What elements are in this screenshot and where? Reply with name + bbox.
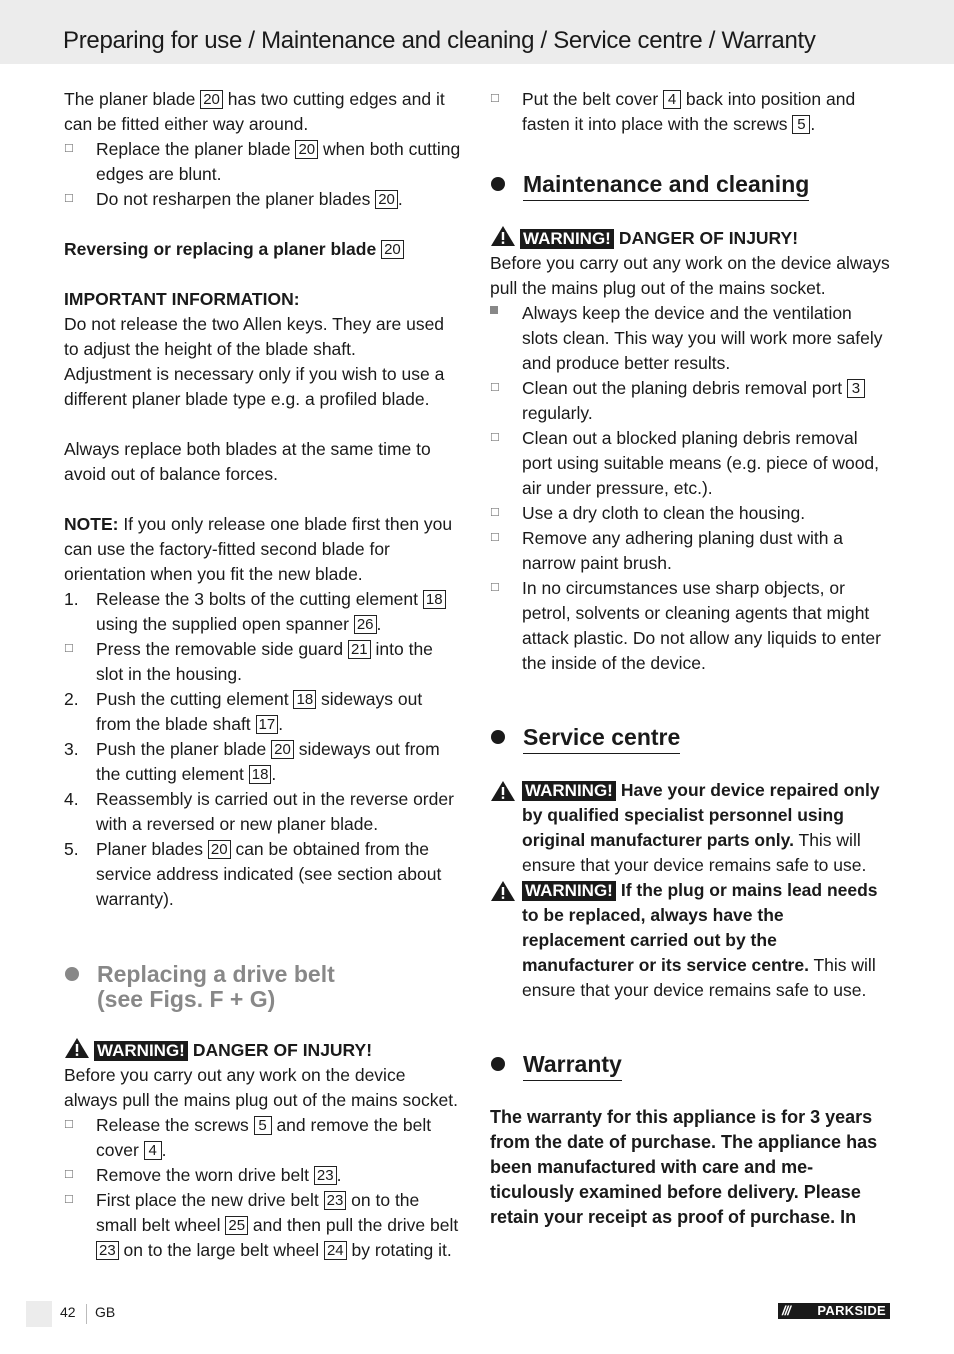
right-column: [490, 87, 890, 1230]
warning-label: WARNING!: [522, 881, 616, 901]
list-item: ☐ Use a dry cloth to clean the housing.: [490, 501, 890, 526]
bullet-icon: ☐: [64, 193, 74, 205]
warning-line: WARNING! DANGER OF INJURY!: [490, 225, 890, 251]
page-title: Preparing for use / Maintenance and cleaning / Service centre / Warranty: [63, 27, 816, 54]
parkside-logo: /// PARKSIDE: [778, 1303, 890, 1319]
bullet-icon: ☐: [64, 1169, 74, 1181]
step-item: 5. Planer blades 20 can be obtained from the service address indicated (see section about warranty).: [64, 839, 442, 909]
warning-label: WARNING!: [522, 781, 616, 801]
bullet-icon: ☐: [490, 532, 500, 544]
paragraph: Always replace both blades at the same time to avoid out of balance forces.: [64, 439, 431, 484]
list-item: ☐ First place the new drive belt 23 on to the small belt wheel 25 and then pull the drive belt 23 on to the large belt wheel 24 by rotating it.: [64, 1190, 459, 1260]
footer-divider: [86, 1304, 87, 1324]
footer-marker: [26, 1301, 52, 1327]
paragraph: The planer blade 20 has two cutting edges and it can be fitted either way around.: [64, 89, 445, 134]
section-heading-maintenance: Maintenance and cleaning: [490, 172, 890, 201]
bullet-icon: ☐: [64, 1194, 74, 1206]
bullet-icon: ☐: [490, 582, 500, 594]
paragraph: Before you carry out any work on the device always pull the mains plug out of the mains socket.: [64, 1065, 458, 1110]
bullet-dot-icon: [491, 1057, 505, 1071]
filled-square-bullet-icon: [490, 301, 514, 326]
list-item: ☐ Put the belt cover 4 back into position and fasten it into place with the screws 5 .: [490, 89, 856, 134]
paragraph: Before you carry out any work on the device always pull the mains plug out of the mains socket.: [490, 253, 890, 298]
note: NOTE: If you only release one blade first then you can use the factory-fitted second blade for orientation when you fit the new blade.: [64, 514, 453, 584]
step-item: 2. Push the cutting element 18 sideways out from the blade shaft 17 .: [64, 689, 423, 734]
bullet-icon: ☐: [64, 143, 74, 155]
bullet-icon: ☐: [490, 382, 500, 394]
paragraph: Adjustment is necessary only if you wish to use a different planer blade type e.g. a profiled blade.: [64, 364, 445, 409]
list-item: ☐ Clean out the planing debris removal port 3 regularly.: [490, 376, 890, 426]
list-item: ☐ Remove any adhering planing dust with a narrow paint brush.: [490, 528, 844, 573]
left-column: [64, 87, 462, 1263]
warning-triangle-icon: [490, 780, 516, 802]
language-code: GB: [95, 1304, 116, 1320]
important-title: IMPORTANT INFORMATION:: [64, 289, 300, 309]
list-item: ☐ Clean out a blocked planing debris removal port using suitable means (e.g. piece of wood, air under pressure, etc.).: [490, 428, 880, 498]
bullet-icon: ☐: [64, 1119, 74, 1131]
bullet-icon: ☐: [490, 432, 500, 444]
list-item: Always keep the device and the ventilation slots clean. This way you will work more safely and produce better results.: [490, 301, 890, 376]
bullet-dot-icon: [491, 177, 505, 191]
list-item: ☐ Remove the worn drive belt 23 .: [64, 1163, 462, 1188]
bullet-dot-icon: [65, 967, 79, 981]
warning-block: WARNING! If the plug or mains lead needs to be replaced, always have the replacement carried out by the manufacturer or its service centre. This will ensure that your device remains safe to use.: [490, 878, 890, 1003]
list-item: ☐ In no circumstances use sharp objects, or petrol, solvents or cleaning agents that might attack plastic. Do not allow any liquids to enter the inside of the device.: [490, 578, 881, 673]
list-item: ☐ Press the removable side guard 21 into the slot in the housing.: [64, 639, 433, 684]
page-number: 42: [60, 1304, 76, 1320]
step-item: 4. Reassembly is carried out in the reverse order with a reversed or new planer blade.: [64, 789, 454, 834]
bullet-icon: ☐: [490, 507, 500, 519]
step-item: 1. Release the 3 bolts of the cutting element 18 using the supplied open spanner 26 .: [64, 587, 462, 637]
warning-triangle-icon: [490, 225, 516, 247]
page-header: [0, 0, 954, 64]
section-heading-service: Service centre: [490, 725, 890, 754]
paragraph: Do not release the two Allen keys. They are used to adjust the height of the blade shaft.: [64, 314, 445, 359]
warning-triangle-icon: [64, 1037, 90, 1059]
bullet-icon: ☐: [64, 643, 74, 655]
section-heading-belt: Replacing a drive belt (see Figs. F + G): [64, 962, 462, 1012]
section-heading-warranty: Warranty: [490, 1052, 890, 1081]
list-item: ☐ Replace the planer blade 20 when both cutting edges are blunt.: [64, 139, 461, 184]
warning-label: WARNING!: [520, 229, 614, 249]
bullet-icon: ☐: [490, 93, 500, 105]
subheading: Reversing or replacing a planer blade 20: [64, 237, 462, 262]
bullet-dot-icon: [491, 730, 505, 744]
list-item: ☐ Do not resharpen the planer blades 20 .: [64, 187, 462, 212]
warning-label: WARNING!: [94, 1041, 188, 1061]
list-item: ☐ Release the screws 5 and remove the belt cover 4 .: [64, 1115, 432, 1160]
warranty-paragraph: The warranty for this appliance is for 3 years from the date of purchase. The appliance has been manufactured with care and meticulously examined before delivery. Please retain your receipt as proof of purchase. In: [490, 1107, 878, 1227]
warning-block: WARNING! Have your device repaired only by qualified specialist personnel using original manufacturer parts only. This will ensure that your device remains safe to use.: [490, 778, 890, 878]
warning-line: WARNING! DANGER OF INJURY!: [64, 1037, 462, 1063]
warning-triangle-icon: [490, 880, 516, 902]
step-item: 3. Push the planer blade 20 sideways out from the cutting element 18 .: [64, 739, 440, 784]
